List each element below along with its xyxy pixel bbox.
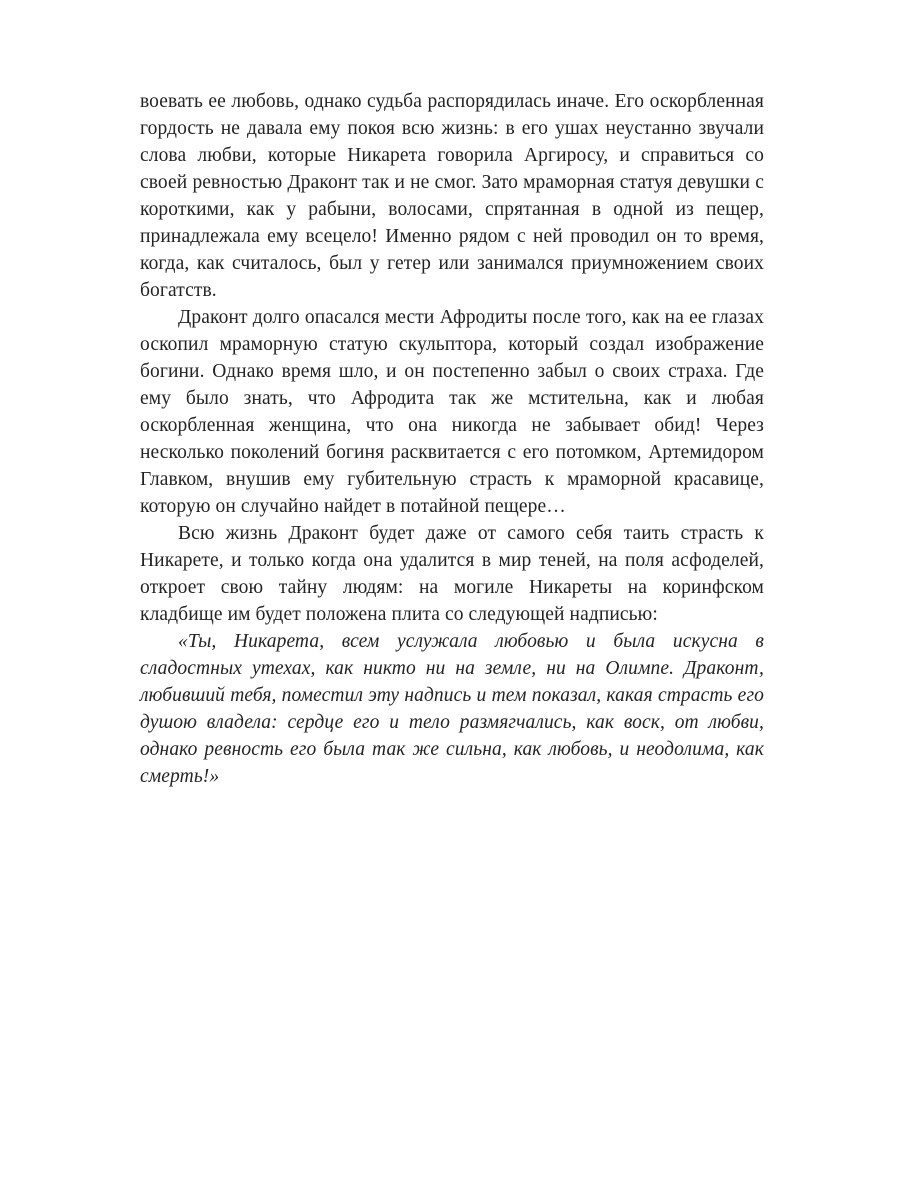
epitaph-quote: «Ты, Никарета, всем услужала любовью и была искусна в сладостных утехах, как никто ни на земле, ни на Олимпе. Драконт, любивший тебя, поместил эту надпись и тем показал, какая страсть его душою владела: сердце его и тело размягчались, как воск, от любви, однако ревность его была так же сильна, как любовь, и неодолима, как смерть!» <box>140 631 764 787</box>
paragraph-secret-passion: Всю жизнь Драконт будет даже от самого себя таить страсть к Никарете, и только когда она удалится в мир теней, на поля асфоделей, откроет свою тайну людям: на могиле Никареты на коринфском кладбище им будет положена плита со следующей надписью: <box>140 523 764 625</box>
paragraph-continuation: воевать ее любовь, однако судьба распорядилась иначе. Его оскорбленная гордость не давала ему покоя всю жизнь: в его ушах неустанно звучали слова любви, которые Никарета говорила Аргиросу, и справиться со своей ревностью Драконт так и не смог. Зато мраморная статуя девушки с короткими, как у рабыни, волосами, спрятанная в одной из пещер, принадлежала ему всецело! Именно рядом с ней проводил он то время, когда, как считалось, был у гетер или занимался приумножением своих богатств. <box>140 91 764 301</box>
paragraph-drakont-fear: Драконт долго опасался мести Афродиты после того, как на ее глазах оскопил мраморную статую скульптора, который создал изображение богини. Однако время шло, и он постепенно забыл о своих страха. Где ему было знать, что Афродита так же мстительна, как и любая оскорбленная женщина, что она никогда не забывает обид! Через несколько поколений богиня расквитается с его потомком, Артемидором Главком, внушив ему губительную страсть к мраморной красавице, которую он случайно найдет в потайной пещере… <box>140 307 764 517</box>
page-text-block <box>140 88 764 790</box>
